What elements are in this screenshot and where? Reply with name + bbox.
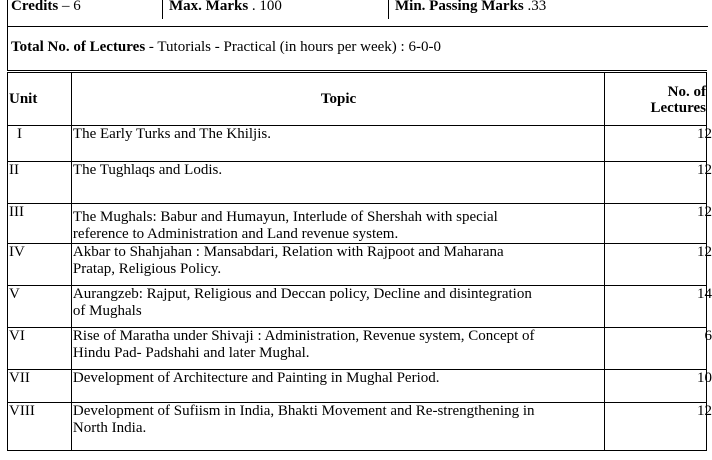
lectures-count: 10 [697,370,712,387]
lectures-cell [605,162,707,204]
header-topic: Topic [71,73,604,126]
credits-label: Credits [11,0,58,14]
total-lectures-label: Total No. of Lectures [11,39,145,55]
topic-line1: The Tughlaqs and Lodis. [73,162,222,178]
lectures-cell [605,244,707,286]
unit-cell [8,403,72,451]
table-row [8,370,707,403]
lectures-cell [605,126,707,162]
unit-cell [8,328,72,370]
topic-line1: The Mughals: Babur and Humayun, Interlude of Shershah with special [73,209,498,225]
unit-numeral: VIII [9,403,35,419]
table-header-row [8,73,707,126]
table-row [8,162,707,204]
topic-line1: Development of Architecture and Painting in Mughal Period. [73,370,440,386]
min-passing-cell [389,0,709,19]
topic-cell [71,162,604,204]
topic-line2: North India. [73,420,146,436]
topic-line2: reference to Administration and Land revenue system. [73,226,398,242]
credits-value: – 6 [62,0,81,14]
total-lectures-value: - Tutorials - Practical (in hours per week) : 6-0-0 [149,39,441,55]
min-passing-value: .33 [528,0,547,14]
unit-numeral: V [9,286,20,302]
unit-numeral: IV [9,244,25,260]
total-lectures-row [7,27,707,71]
syllabus-frame [7,0,707,460]
lectures-count: 12 [697,204,712,221]
lectures-count: 12 [697,126,712,143]
max-marks-cell [163,0,389,19]
lectures-count: 6 [705,328,712,345]
topic-cell [71,370,604,403]
table-row [8,328,707,370]
unit-cell [8,204,72,244]
max-marks-label: Max. Marks [169,0,248,14]
unit-cell [8,370,72,403]
unit-numeral: VII [9,370,30,386]
max-marks-value: . 100 [252,0,282,14]
topic-line1: Rise of Maratha under Shivaji : Administration, Revenue system, Concept of [73,328,535,344]
lectures-count: 12 [697,162,712,179]
lectures-cell [605,403,707,451]
topic-line1: Akbar to Shahjahan : Mansabdari, Relation with Rajpoot and Maharana [73,244,504,260]
unit-cell [8,244,72,286]
topic-cell [71,204,604,244]
unit-numeral: II [9,162,19,178]
header-lectures-line1: No. of [668,84,706,100]
topic-line2: of Mughals [73,303,142,319]
table-row [8,126,707,162]
topic-cell [71,403,604,451]
unit-numeral: VI [9,328,25,344]
header-lectures [605,73,707,126]
topic-line1: Aurangzeb: Rajput, Religious and Deccan policy, Decline and disintegration [73,286,532,302]
topic-line1: The Early Turks and The Khiljis. [73,126,271,142]
lectures-count: 14 [697,286,712,303]
lectures-cell [605,286,707,328]
unit-cell [8,162,72,204]
unit-cell [8,126,72,162]
lectures-count: 12 [697,403,712,420]
table-row [8,403,707,451]
topic-line2: Pratap, Religious Policy. [73,261,221,277]
table-row [8,244,707,286]
table-row [8,204,707,244]
lectures-cell [605,370,707,403]
topic-cell [71,286,604,328]
topic-cell [71,244,604,286]
header-unit: Unit [8,73,72,126]
credits-cell [8,0,163,19]
lectures-count: 12 [697,244,712,261]
lectures-cell [605,328,707,370]
lectures-cell [605,204,707,244]
topic-cell [71,328,604,370]
table-row [8,286,707,328]
unit-cell [8,286,72,328]
topics-table [7,72,707,451]
topic-line2: Hindu Pad- Padshahi and later Mughal. [73,345,310,361]
credits-row [7,0,708,27]
topic-line1: Development of Sufiism in India, Bhakti Movement and Re-strengthening in [73,403,535,419]
unit-numeral: III [9,204,24,220]
unit-numeral: I [9,126,22,142]
topic-cell [71,126,604,162]
min-passing-label: Min. Passing Marks [395,0,524,14]
header-lectures-line2: Lectures [650,100,706,116]
